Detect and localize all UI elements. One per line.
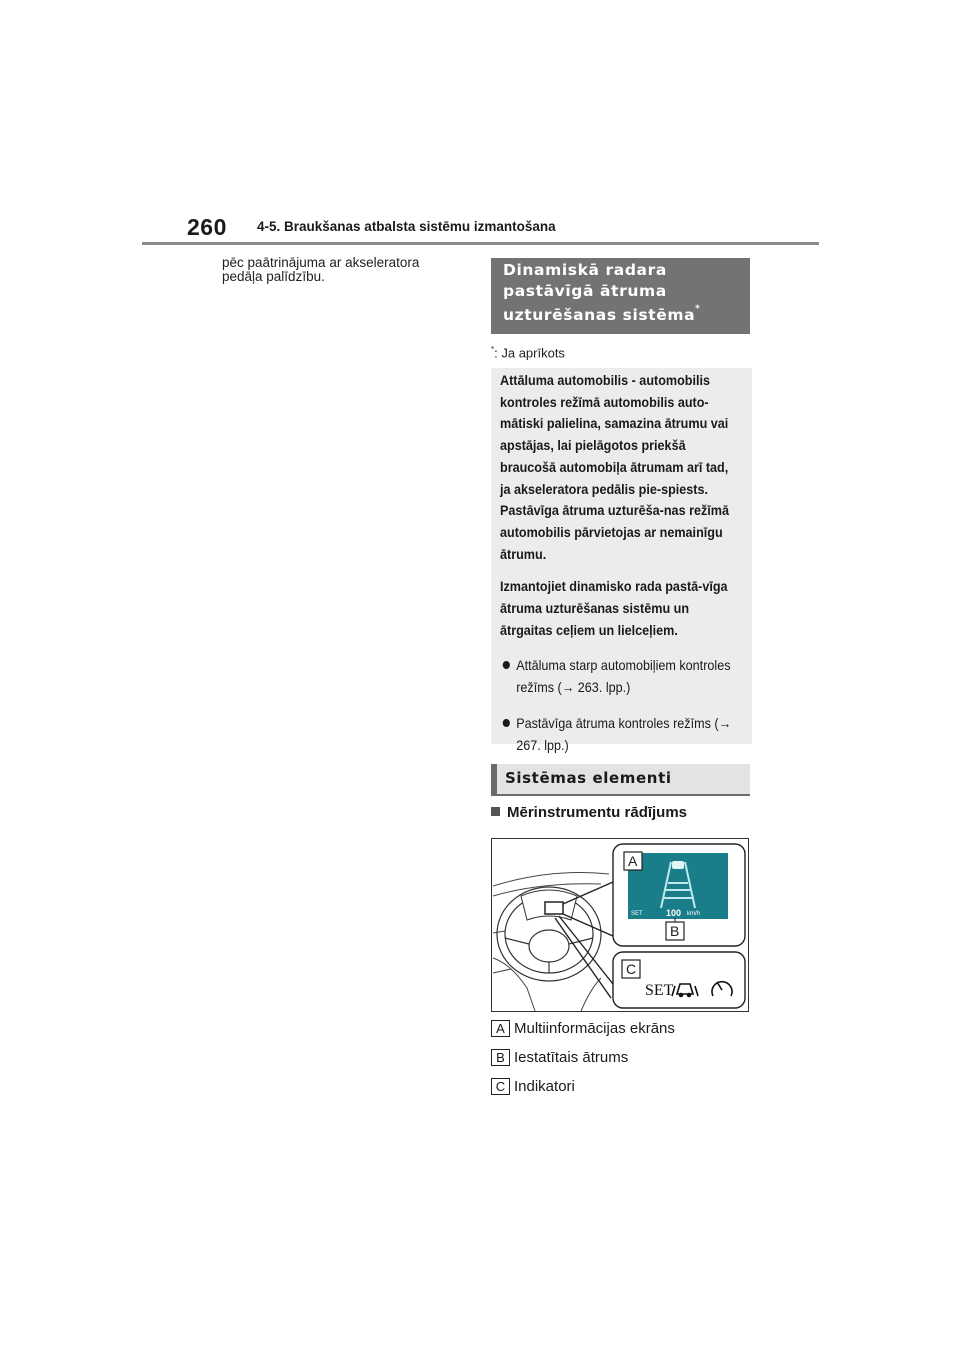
intro-paragraph-2: Izmantojiet dinamisko rada pastā-vīga ātruma uzturēšanas sistēmu un ātrgaitas ceļiem un lielceļiem. [500,578,728,638]
footnote-marker: * [491,345,495,354]
subsubheading [491,804,687,821]
legend-item-c [491,1078,575,1095]
section-heading [491,258,750,334]
footnote-text: : Ja aprīkots [494,345,565,361]
subsubheading-text: Mērinstrumentu rādījums [507,804,688,821]
display-set-label: SET [631,911,643,917]
header-rule [142,242,819,245]
legend-text: Multiinformācijas ekrāns [514,1020,675,1037]
display-unit-label: km/h [687,911,701,917]
bullet-icon [503,661,510,669]
list-item-text: Attāluma starp automobiļiem kontroles režīms (→ 263. lpp.) [516,657,731,696]
callout-b-label: B [670,923,680,939]
meter-highlight [545,902,563,914]
callout-c-label: C [626,961,637,977]
left-column-text: pēc paātrinājuma ar akseleratora pedāļa palīdzību. [222,255,420,284]
square-bullet-icon [491,807,500,816]
intro-box [491,368,752,753]
section-title: 4-5. Braukšanas atbalsta sistēmu izmantošana [257,219,556,234]
callout-a-label: A [628,853,638,869]
heading-line-1: Dinamiskā radara [503,261,667,279]
indicator-set-label: SET [645,982,674,999]
list-item [500,655,756,698]
mode-list [500,655,740,756]
legend-key: B [491,1049,510,1066]
legend-key: A [491,1020,510,1037]
heading-line-3-text: uzturēšanas sistēma [503,306,696,325]
footnote [491,345,565,360]
preceding-car-icon [672,861,684,869]
heading-line-2: pastāvīgā ātruma [503,282,667,300]
intro-paragraph-1: Attāluma automobilis - automobilis kontroles režīmā automobilis auto-mātiski palielina, samazina ātrumu vai apstājas, lai pielāgotos priekšā braucošā automobiļa ātrumam arī tad, ja akseleratora pedālis pie-spiests. Pastāvīga ātruma uzturēša-nas režīmā automobilis pārvietojas ar nemainīgu ātrumu. [500,372,730,562]
meter-illustration [491,838,749,1012]
legend-item-b [491,1049,628,1066]
legend-item-a [491,1020,675,1037]
list-item-text: Pastāvīga ātruma kontroles režīms (→ 267. lpp.) [516,714,732,753]
legend-key: C [491,1078,510,1095]
display-speed-value: 100 [666,908,682,918]
legend-text: Indikatori [514,1078,575,1095]
page-number: 260 [187,214,227,240]
bullet-icon [503,719,510,727]
subheading: Sistēmas elementi [491,764,750,796]
list-item [500,713,756,756]
heading-line-3 [503,302,740,326]
legend-text: Iestatītais ātrums [514,1049,629,1066]
heading-asterisk: * [695,304,701,314]
